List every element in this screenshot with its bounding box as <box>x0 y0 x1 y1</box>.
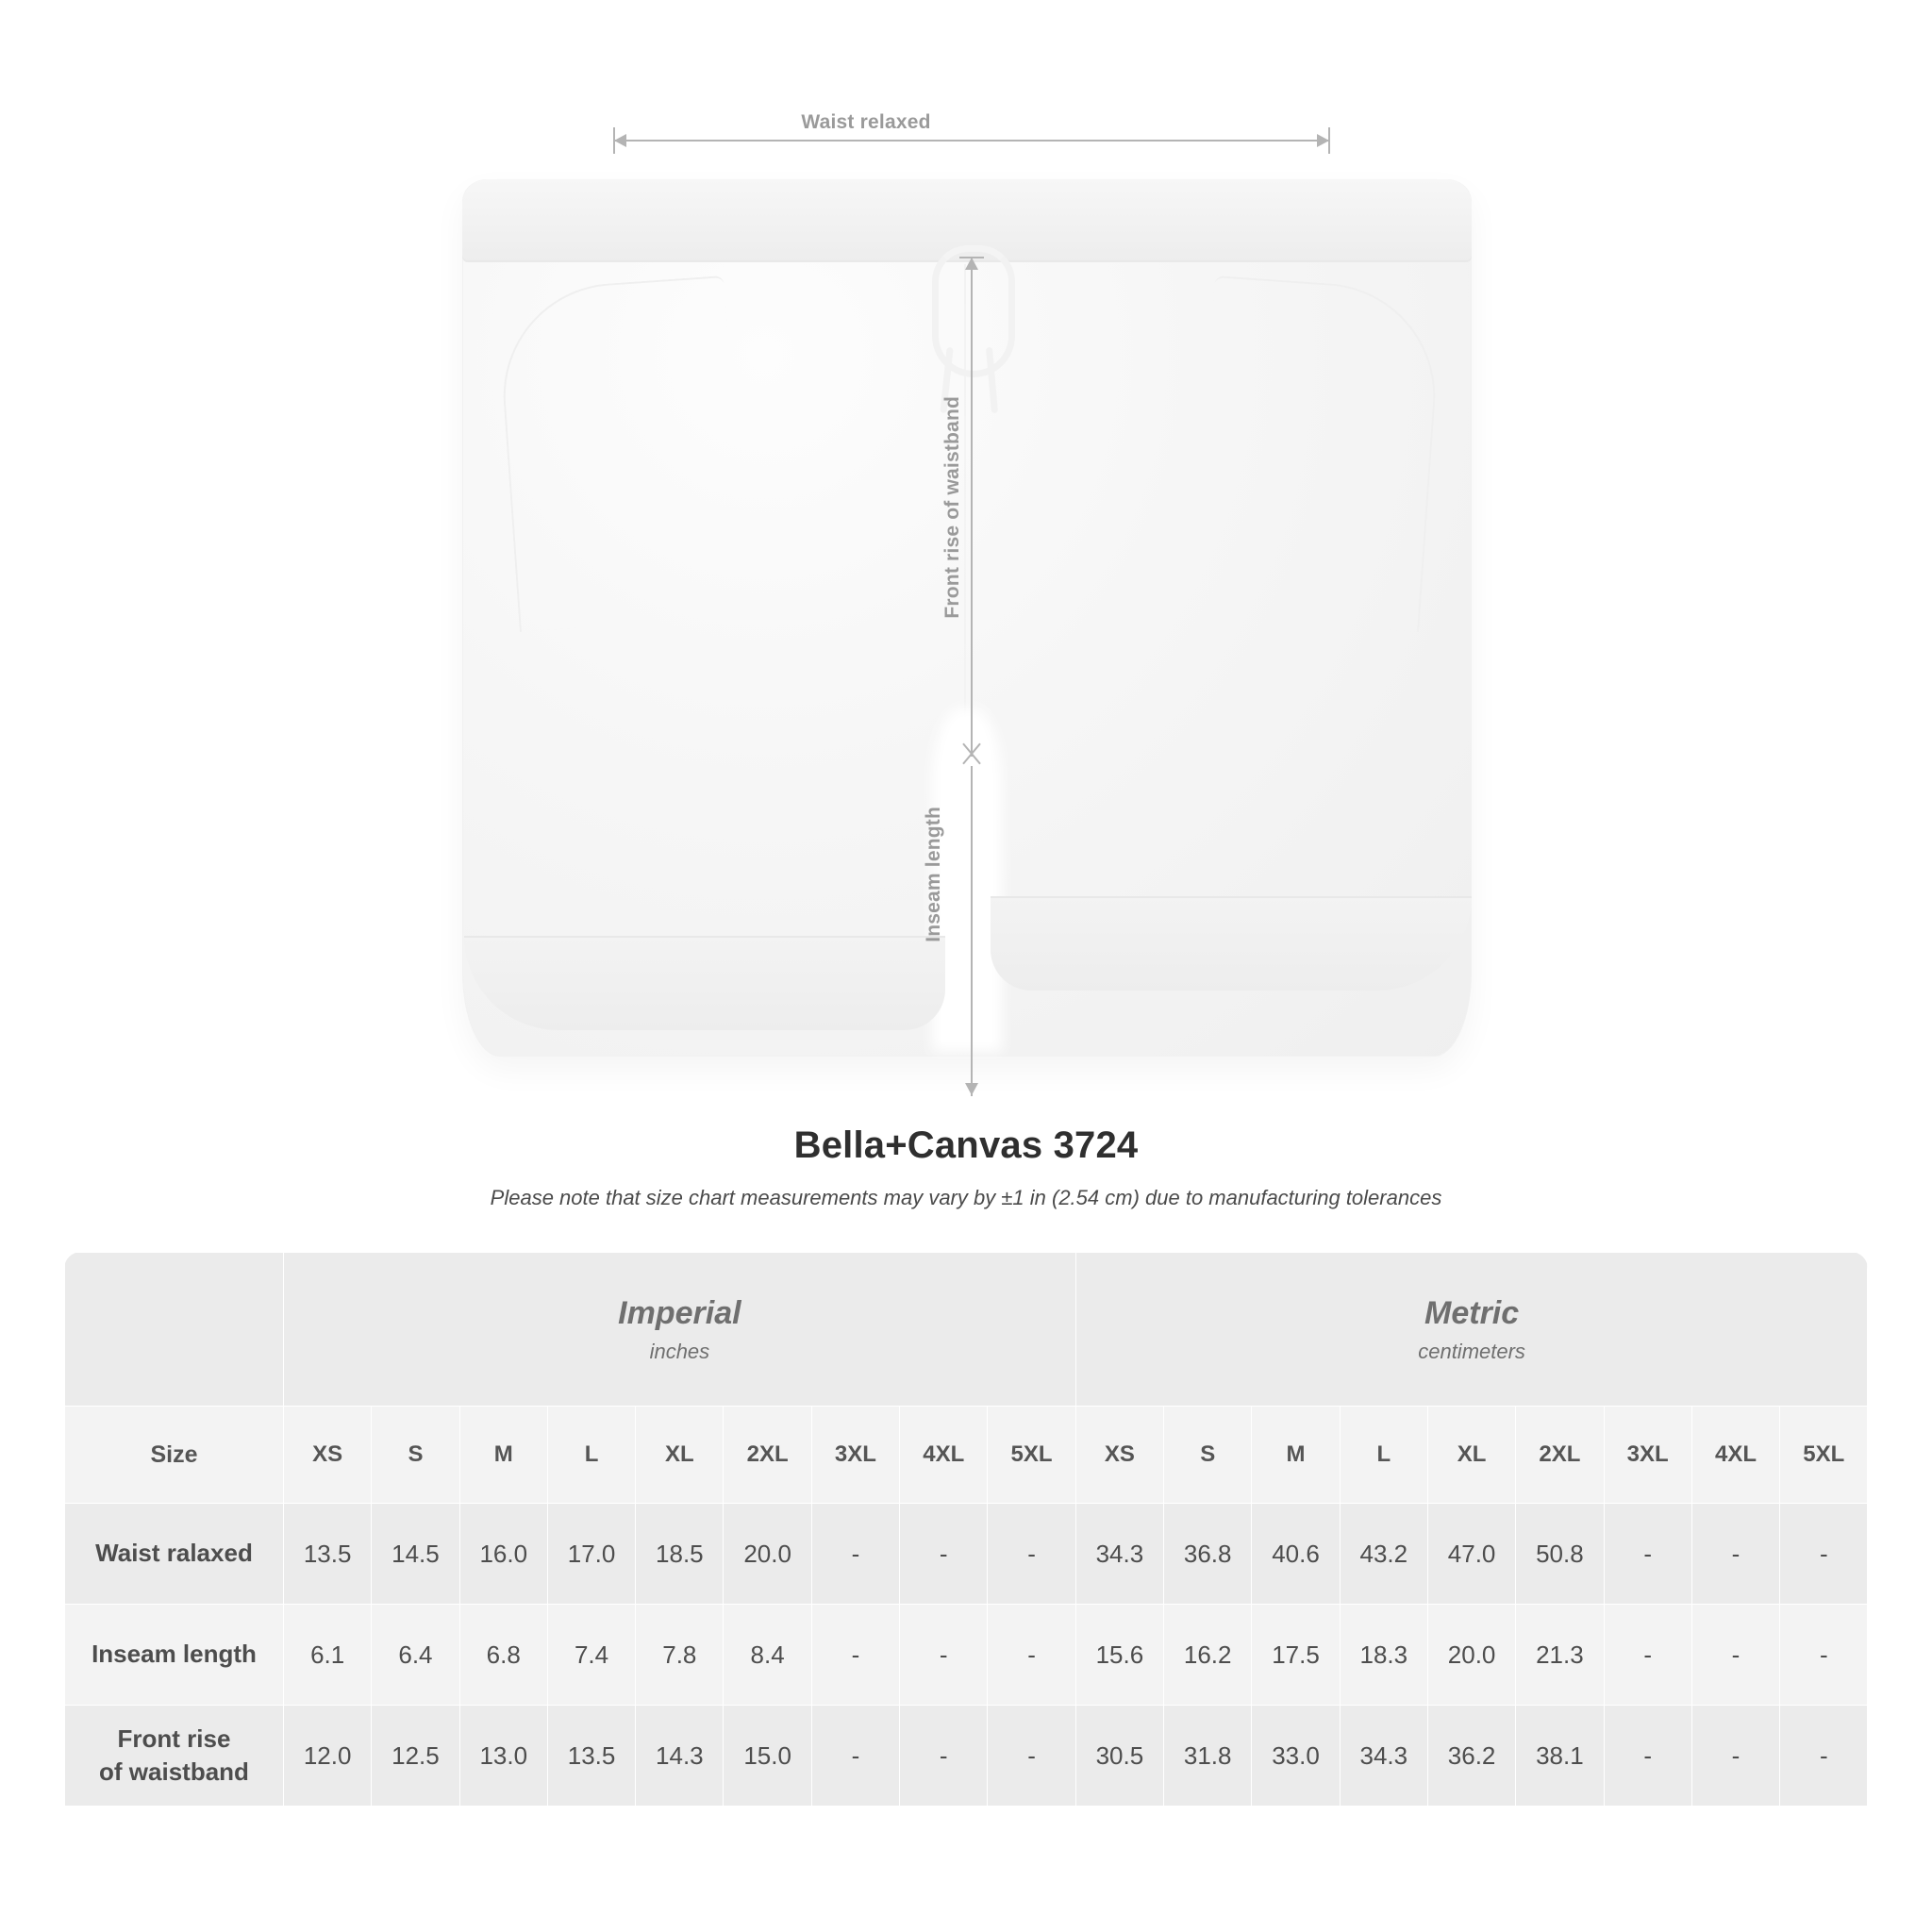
header-imperial-l: L <box>547 1407 635 1504</box>
cell-inseam-imperial-3xl: - <box>811 1605 899 1706</box>
cell-waist-metric-s: 36.8 <box>1164 1504 1252 1605</box>
row-label-front-rise-line1: Front rise <box>117 1724 231 1753</box>
cell-inseam-metric-s: 16.2 <box>1164 1605 1252 1706</box>
cell-inseam-imperial-xl: 7.8 <box>636 1605 724 1706</box>
cell-waist-imperial-5xl: - <box>988 1504 1075 1605</box>
cell-waist-imperial-2xl: 20.0 <box>724 1504 811 1605</box>
front-rise-dimension-line <box>971 257 973 757</box>
cell-rise-imperial-2xl: 15.0 <box>724 1706 811 1807</box>
unit-header-row <box>65 1253 1868 1407</box>
cell-inseam-imperial-xs: 6.1 <box>284 1605 372 1706</box>
header-imperial-xs: XS <box>284 1407 372 1504</box>
cell-inseam-metric-m: 17.5 <box>1252 1605 1340 1706</box>
imperial-header <box>284 1253 1076 1407</box>
row-label-inseam: Inseam length <box>65 1605 284 1706</box>
cell-rise-metric-3xl: - <box>1604 1706 1691 1807</box>
header-metric-4xl: 4XL <box>1691 1407 1779 1504</box>
shorts-figure <box>406 151 1528 1104</box>
header-metric-5xl: 5XL <box>1780 1407 1868 1504</box>
cell-waist-imperial-3xl: - <box>811 1504 899 1605</box>
row-label-front-rise-line2: of waistband <box>99 1757 249 1786</box>
inseam-arrow-down-icon <box>965 1083 978 1095</box>
cell-inseam-imperial-5xl: - <box>988 1605 1075 1706</box>
cell-inseam-metric-5xl: - <box>1780 1605 1868 1706</box>
cell-rise-metric-xl: 36.2 <box>1427 1706 1515 1807</box>
shorts-leg-split <box>941 717 992 1042</box>
cell-inseam-metric-l: 18.3 <box>1340 1605 1427 1706</box>
table-row <box>65 1504 1868 1605</box>
front-rise-arrow-up-icon <box>965 258 978 270</box>
tolerance-note: Please note that size chart measurements may vary by ±1 in (2.54 cm) due to manufacturing tolerances <box>490 1186 1442 1209</box>
cell-waist-metric-4xl: - <box>1691 1504 1779 1605</box>
cell-waist-metric-m: 40.6 <box>1252 1504 1340 1605</box>
cell-waist-metric-l: 43.2 <box>1340 1504 1427 1605</box>
cell-rise-imperial-l: 13.5 <box>547 1706 635 1807</box>
title-block <box>0 1124 1932 1210</box>
cell-waist-imperial-xs: 13.5 <box>284 1504 372 1605</box>
header-metric-xs: XS <box>1075 1407 1163 1504</box>
metric-subtitle: centimeters <box>1418 1339 1525 1363</box>
cell-rise-imperial-s: 12.5 <box>372 1706 459 1807</box>
shorts-pocket-right <box>1191 275 1443 632</box>
cell-rise-metric-l: 34.3 <box>1340 1706 1427 1807</box>
size-table-wrapper <box>64 1252 1868 1807</box>
inseam-dimension-line <box>971 766 973 1096</box>
cell-waist-imperial-s: 14.5 <box>372 1504 459 1605</box>
cell-rise-imperial-xs: 12.0 <box>284 1706 372 1807</box>
cell-rise-metric-4xl: - <box>1691 1706 1779 1807</box>
metric-title: Metric <box>1424 1294 1520 1331</box>
header-imperial-3xl: 3XL <box>811 1407 899 1504</box>
cell-rise-metric-xs: 30.5 <box>1075 1706 1163 1807</box>
cell-inseam-imperial-4xl: - <box>900 1605 988 1706</box>
cell-waist-imperial-xl: 18.5 <box>636 1504 724 1605</box>
cell-waist-metric-3xl: - <box>1604 1504 1691 1605</box>
header-metric-m: M <box>1252 1407 1340 1504</box>
header-metric-l: L <box>1340 1407 1427 1504</box>
waist-dimension-line <box>613 140 1330 142</box>
cell-waist-imperial-4xl: - <box>900 1504 988 1605</box>
cell-rise-imperial-xl: 14.3 <box>636 1706 724 1807</box>
cell-rise-metric-2xl: 38.1 <box>1516 1706 1604 1807</box>
cell-rise-imperial-m: 13.0 <box>459 1706 547 1807</box>
header-imperial-m: M <box>459 1407 547 1504</box>
header-metric-xl: XL <box>1427 1407 1515 1504</box>
header-imperial-xl: XL <box>636 1407 724 1504</box>
header-imperial-2xl: 2XL <box>724 1407 811 1504</box>
cell-waist-imperial-m: 16.0 <box>459 1504 547 1605</box>
size-header-row <box>65 1407 1868 1504</box>
imperial-subtitle: inches <box>649 1339 710 1363</box>
cell-rise-imperial-3xl: - <box>811 1706 899 1807</box>
cell-waist-metric-xs: 34.3 <box>1075 1504 1163 1605</box>
shorts-hem-right <box>991 896 1472 991</box>
row-label-waist: Waist ralaxed <box>65 1504 284 1605</box>
metric-header <box>1075 1253 1868 1407</box>
cell-waist-imperial-l: 17.0 <box>547 1504 635 1605</box>
cell-inseam-metric-2xl: 21.3 <box>1516 1605 1604 1706</box>
waist-arrow-left-icon <box>614 134 626 147</box>
cell-rise-metric-m: 33.0 <box>1252 1706 1340 1807</box>
shorts-hem-left <box>464 936 945 1030</box>
header-imperial-5xl: 5XL <box>988 1407 1075 1504</box>
cell-rise-imperial-5xl: - <box>988 1706 1075 1807</box>
shorts-pocket-left <box>496 275 748 632</box>
cell-inseam-imperial-l: 7.4 <box>547 1605 635 1706</box>
cell-inseam-metric-3xl: - <box>1604 1605 1691 1706</box>
size-column-header: Size <box>65 1407 284 1504</box>
shorts-graphic <box>406 151 1528 1104</box>
front-rise-measure-label: Front rise of waistband <box>941 396 963 619</box>
table-row <box>65 1605 1868 1706</box>
cell-waist-metric-xl: 47.0 <box>1427 1504 1515 1605</box>
header-metric-s: S <box>1164 1407 1252 1504</box>
cell-inseam-metric-4xl: - <box>1691 1605 1779 1706</box>
imperial-title: Imperial <box>618 1294 741 1331</box>
cell-inseam-metric-xs: 15.6 <box>1075 1605 1163 1706</box>
page-title: Bella+Canvas 3724 <box>793 1124 1139 1166</box>
waist-measure-label: Waist relaxed <box>801 111 931 133</box>
header-metric-3xl: 3XL <box>1604 1407 1691 1504</box>
unit-header-spacer <box>65 1253 284 1407</box>
cell-rise-metric-5xl: - <box>1780 1706 1868 1807</box>
waist-arrow-right-icon <box>1317 134 1329 147</box>
header-metric-2xl: 2XL <box>1516 1407 1604 1504</box>
table-row <box>65 1706 1868 1807</box>
size-table <box>64 1252 1868 1807</box>
cell-waist-metric-2xl: 50.8 <box>1516 1504 1604 1605</box>
cell-rise-metric-s: 31.8 <box>1164 1706 1252 1807</box>
cell-inseam-imperial-m: 6.8 <box>459 1605 547 1706</box>
inseam-measure-label: Inseam length <box>923 807 944 942</box>
cell-inseam-imperial-s: 6.4 <box>372 1605 459 1706</box>
header-imperial-s: S <box>372 1407 459 1504</box>
row-label-front-rise <box>65 1706 284 1807</box>
cell-waist-metric-5xl: - <box>1780 1504 1868 1605</box>
cell-inseam-metric-xl: 20.0 <box>1427 1605 1515 1706</box>
cell-inseam-imperial-2xl: 8.4 <box>724 1605 811 1706</box>
cell-rise-imperial-4xl: - <box>900 1706 988 1807</box>
header-imperial-4xl: 4XL <box>900 1407 988 1504</box>
